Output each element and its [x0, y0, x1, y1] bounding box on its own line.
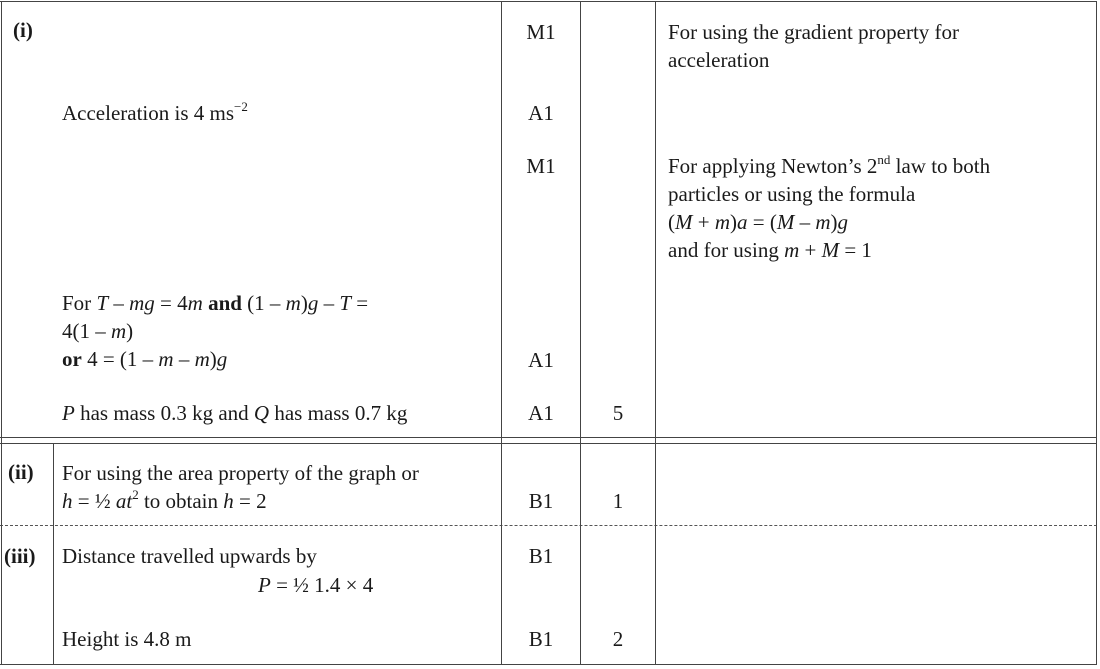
- f-part: (: [668, 210, 675, 234]
- answer-equations-line-2: [62, 317, 133, 345]
- f-part: = (: [747, 210, 777, 234]
- c4-part: = 1: [839, 238, 872, 262]
- mark-b1-ii: B1: [528, 489, 554, 513]
- answer-ii-line-2: [62, 487, 267, 515]
- total-column-divider: [655, 1, 656, 665]
- answer-acceleration-exponent: −2: [234, 99, 248, 114]
- mark-column-divider: [580, 1, 581, 665]
- e-part: =: [351, 291, 369, 315]
- ii-part: = 2: [233, 489, 267, 513]
- answer-iii-line-2: [258, 571, 373, 599]
- answer-equations-line-3: [62, 345, 227, 373]
- mark-a1-acceleration: A1: [528, 101, 554, 125]
- table-top-border: [0, 1, 1097, 2]
- left-border: [1, 1, 2, 665]
- answer-acceleration-text: Acceleration is 4 ms: [62, 101, 235, 125]
- f-part: M: [675, 210, 693, 234]
- m-part: P: [62, 401, 75, 425]
- ii-part: = ½: [72, 489, 116, 513]
- c4-part: M: [821, 238, 840, 262]
- comment-newton-line-2: particles or using the formula: [668, 182, 916, 206]
- m-part: has mass 0.3 kg and: [74, 401, 254, 425]
- comment-newton-line-4: [668, 236, 872, 264]
- e-part: For: [62, 291, 97, 315]
- e2-part: 4(1 –: [62, 319, 111, 343]
- part-separator-rule-1: [0, 437, 1097, 438]
- total-part-iii: 2: [612, 627, 624, 651]
- comment-newton-text-b: law to both: [890, 154, 991, 178]
- f-part: a: [737, 210, 748, 234]
- ii-part: to obtain: [138, 489, 224, 513]
- e-part: m: [285, 291, 301, 315]
- comment-newton-line-1: [668, 152, 990, 180]
- e2-part: ): [126, 319, 134, 343]
- c4-part: +: [799, 238, 822, 262]
- e-part: mg: [129, 291, 155, 315]
- m-part: Q: [253, 401, 270, 425]
- answer-ii-line-1: For using the area property of the graph or: [62, 461, 419, 485]
- mark-m1-newton: M1: [526, 154, 556, 178]
- e-part: and: [202, 291, 242, 315]
- f-part: m: [714, 210, 731, 234]
- f-part: –: [794, 210, 816, 234]
- total-part-ii: 1: [612, 489, 624, 513]
- answer-iii-line-1: Distance travelled upwards by: [62, 544, 317, 568]
- f-part: M: [776, 210, 795, 234]
- total-part-i: 5: [612, 401, 624, 425]
- part-separator-rule-2: [0, 443, 1097, 444]
- f-part: +: [692, 210, 715, 234]
- ii-exponent: 2: [132, 487, 139, 502]
- e2-part: m: [111, 319, 127, 343]
- f-part: g: [837, 210, 849, 234]
- e3-part: g: [216, 347, 228, 371]
- e3-part: or: [62, 347, 82, 371]
- answer-masses: [62, 399, 407, 427]
- e-part: (1 –: [241, 291, 286, 315]
- table-bottom-border: [0, 664, 1097, 665]
- c4-part: and for using: [668, 238, 785, 262]
- m-part: has mass 0.7 kg: [269, 401, 408, 425]
- comment-newton-text-a: For applying Newton’s 2: [668, 154, 878, 178]
- e3-part: m: [194, 347, 210, 371]
- answer-equations-line-1: [62, 289, 368, 317]
- f-part: ): [730, 210, 738, 234]
- label-column-divider: [53, 443, 54, 664]
- ii-part: at: [115, 489, 133, 513]
- e3-part: m: [158, 347, 174, 371]
- answer-height: Height is 4.8 m: [62, 627, 192, 651]
- comment-gradient-line-1: For using the gradient property for: [668, 20, 960, 44]
- mark-a1-equations: A1: [528, 348, 554, 372]
- f-part: ): [830, 210, 838, 234]
- answer-acceleration: [62, 99, 248, 127]
- e-part: = 4: [154, 291, 188, 315]
- mark-m1-gradient: M1: [526, 20, 556, 44]
- f-part: m: [815, 210, 831, 234]
- ii-part: h: [62, 489, 73, 513]
- iii-part: = ½ 1.4 × 4: [270, 573, 374, 597]
- ii-part: h: [223, 489, 234, 513]
- right-border: [1096, 1, 1097, 665]
- comment-newton-formula: [668, 208, 848, 236]
- e-part: m: [187, 291, 203, 315]
- part-ii-label: (ii): [8, 460, 34, 484]
- iii-part: P: [258, 573, 271, 597]
- mark-a1-masses: A1: [528, 401, 554, 425]
- comment-newton-ordinal: nd: [877, 152, 891, 167]
- part-ii-iii-dashed-rule: [0, 525, 1097, 526]
- e-part: –: [108, 291, 130, 315]
- comment-gradient-line-2: acceleration: [668, 48, 770, 72]
- e-part: T: [96, 291, 109, 315]
- e-part: ): [300, 291, 308, 315]
- e3-part: –: [173, 347, 195, 371]
- e3-part: ): [209, 347, 217, 371]
- mark-b1-iii-distance: B1: [528, 544, 554, 568]
- e-part: T: [339, 291, 352, 315]
- e-part: –: [318, 291, 340, 315]
- mark-b1-height: B1: [528, 627, 554, 651]
- part-i-label: (i): [13, 18, 33, 42]
- e3-part: 4 = (1 –: [81, 347, 159, 371]
- part-iii-label: (iii): [4, 544, 36, 568]
- c4-part: m: [784, 238, 800, 262]
- e-part: g: [307, 291, 319, 315]
